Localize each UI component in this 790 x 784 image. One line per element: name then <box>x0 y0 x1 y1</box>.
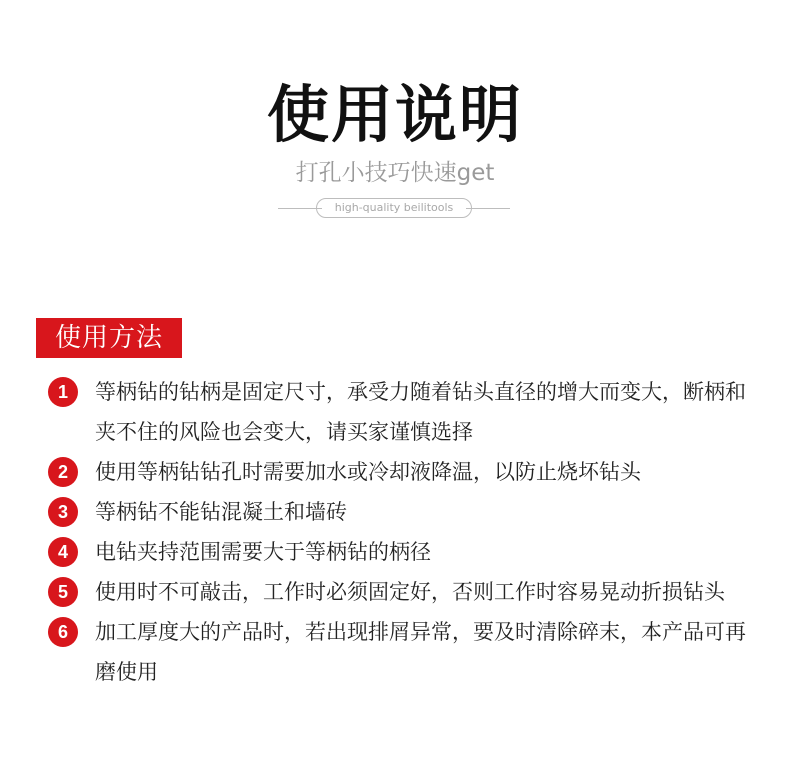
tagline-divider-right <box>466 208 510 209</box>
step-item <box>48 452 760 492</box>
step-text: 电钻夹持范围需要大于等柄钻的柄径 <box>95 540 431 564</box>
step-text: 等柄钻的钻柄是固定尺寸，承受力随着钻头直径的增大而变大，断柄和夹不住的风险也会变大，请买家谨慎选择 <box>95 380 746 444</box>
step-item <box>48 532 760 572</box>
page-title: 使用说明 <box>266 78 523 151</box>
step-item <box>48 372 760 452</box>
step-text: 等柄钻不能钻混凝土和墙砖 <box>95 500 347 524</box>
step-number-badge: 2 <box>48 457 78 487</box>
step-number-badge: 1 <box>48 377 78 407</box>
page-subtitle: 打孔小技巧快速get <box>295 160 495 186</box>
step-text: 加工厚度大的产品时，若出现排屑异常，要及时清除碎末，本产品可再磨使用 <box>95 620 746 684</box>
steps-list <box>48 372 760 692</box>
section-label: 使用方法 <box>36 318 182 358</box>
step-item <box>48 612 760 692</box>
step-item <box>48 572 760 612</box>
tagline-ornament <box>278 198 510 220</box>
step-text: 使用等柄钻钻孔时需要加水或冷却液降温，以防止烧坏钻头 <box>95 460 641 484</box>
step-item <box>48 492 760 532</box>
step-number-badge: 4 <box>48 537 78 567</box>
step-number-badge: 6 <box>48 617 78 647</box>
tagline-pill: high-quality beilitools <box>316 198 472 218</box>
step-text: 使用时不可敲击，工作时必须固定好，否则工作时容易晃动折损钻头 <box>95 580 725 604</box>
step-number-badge: 5 <box>48 577 78 607</box>
step-number-badge: 3 <box>48 497 78 527</box>
